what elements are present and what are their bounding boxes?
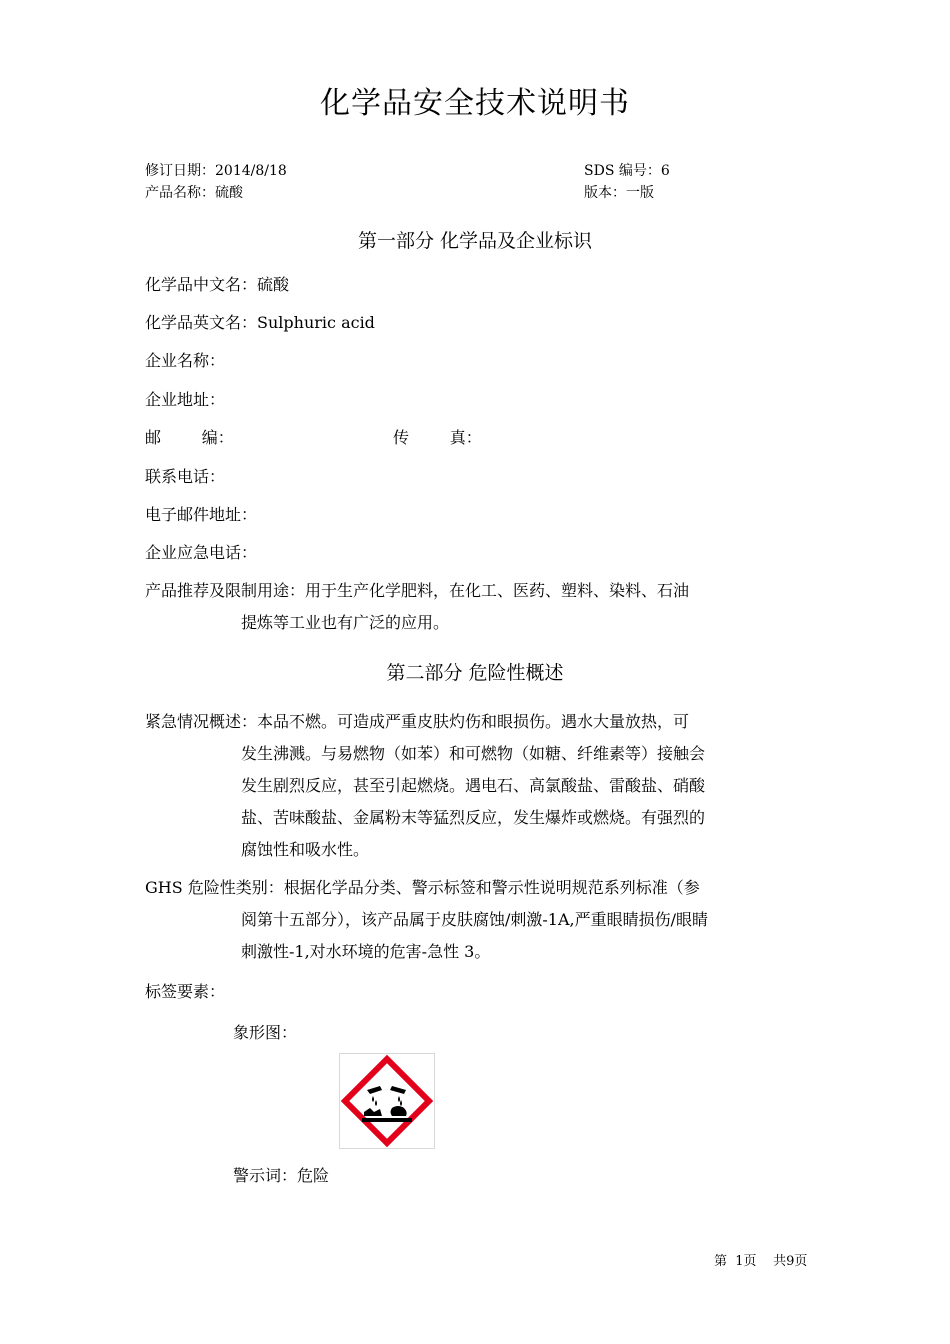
ghs-classification [145, 872, 807, 968]
emergency-line-5: 腐蚀性和吸水性。 [241, 840, 370, 859]
ghs-line-2: 阅第十五部分），该产品属于皮肤腐蚀/刺激-1A,严重眼睛损伤/眼睛 [241, 910, 709, 929]
emergency-phone-field [145, 543, 257, 563]
header-left [145, 160, 287, 204]
fax-field [393, 428, 482, 448]
use-line-1: 产品推荐及限制用途：用于生产化学肥料，在化工、医药、塑料、染料、石油 [145, 581, 690, 600]
company-field [145, 351, 225, 371]
signal-word: 警示词：危险 [233, 1166, 330, 1185]
header-right [584, 160, 670, 204]
phone-field [145, 467, 225, 487]
fax-label: 传 真： [393, 428, 482, 447]
emergency-line-3: 发生剧烈反应，甚至引起燃烧。遇电石、高氯酸盐、雷酸盐、硝酸 [241, 776, 706, 795]
emergency-phone-label: 企业应急电话： [145, 543, 258, 562]
revision-date: 修订日期：2014/8/18 [145, 163, 287, 179]
emergency-overview [145, 706, 807, 866]
email-field [145, 505, 257, 525]
emergency-overview-label: 紧急情况概述： [145, 712, 258, 731]
emergency-line-1: 紧急情况概述：本品不燃。可造成严重皮肤灼伤和眼损伤。遇水大量放热，可 [145, 712, 690, 731]
product-name: 产品名称：硫酸 [145, 185, 243, 201]
emergency-line-2: 发生沸溅。与易燃物（如苯）和可燃物（如糖、纤维素等）接触会 [241, 744, 706, 763]
ghs-corrosion-icon [339, 1053, 435, 1149]
en-name-label: 化学品英文名： [145, 313, 258, 332]
sds-number: SDS 编号：6 [584, 163, 670, 179]
en-name-value: Sulphuric acid [257, 313, 375, 332]
emergency-line-4: 盐、苦味酸盐、金属粉末等猛烈反应，发生爆炸或燃烧。有强烈的 [241, 808, 706, 827]
ghs-line-3: 刺激性-1,对水环境的危害-急性 3。 [241, 942, 491, 961]
use-label: 产品推荐及限制用途： [145, 581, 306, 600]
use-line-2: 提炼等工业也有广泛的应用。 [241, 613, 450, 632]
postcode-field [145, 428, 234, 448]
label-elements-label: 标签要素： [145, 982, 226, 1001]
ghs-line-1: GHS 危险性类别：根据化学品分类、警示标签和警示性说明规范系列标准（参 [145, 878, 700, 897]
document-title: 化学品安全技术说明书 [320, 86, 630, 121]
address-label: 企业地址： [145, 390, 226, 409]
version: 版本：一版 [584, 185, 654, 201]
pictogram-label: 象形图： [233, 1023, 298, 1042]
email-label: 电子邮件地址： [145, 505, 258, 524]
cn-name-value: 硫酸 [257, 275, 290, 294]
ghs-label: 危险性类别： [187, 878, 284, 897]
address-field [145, 390, 225, 410]
label-elements-field [145, 982, 225, 1002]
phone-label: 联系电话： [145, 467, 226, 486]
recommended-use [145, 575, 807, 639]
page-footer: 第 1页 共9页 [714, 1254, 808, 1269]
part2-heading: 第二部分 危险性概述 [386, 662, 564, 684]
company-label: 企业名称： [145, 351, 226, 370]
cn-name-label: 化学品中文名： [145, 275, 258, 294]
postcode-label: 邮 编： [145, 428, 234, 447]
cn-name-field [145, 275, 289, 295]
part1-heading: 第一部分 化学品及企业标识 [357, 230, 593, 252]
ghs-prefix: GHS [145, 878, 188, 897]
en-name-field [145, 313, 375, 333]
